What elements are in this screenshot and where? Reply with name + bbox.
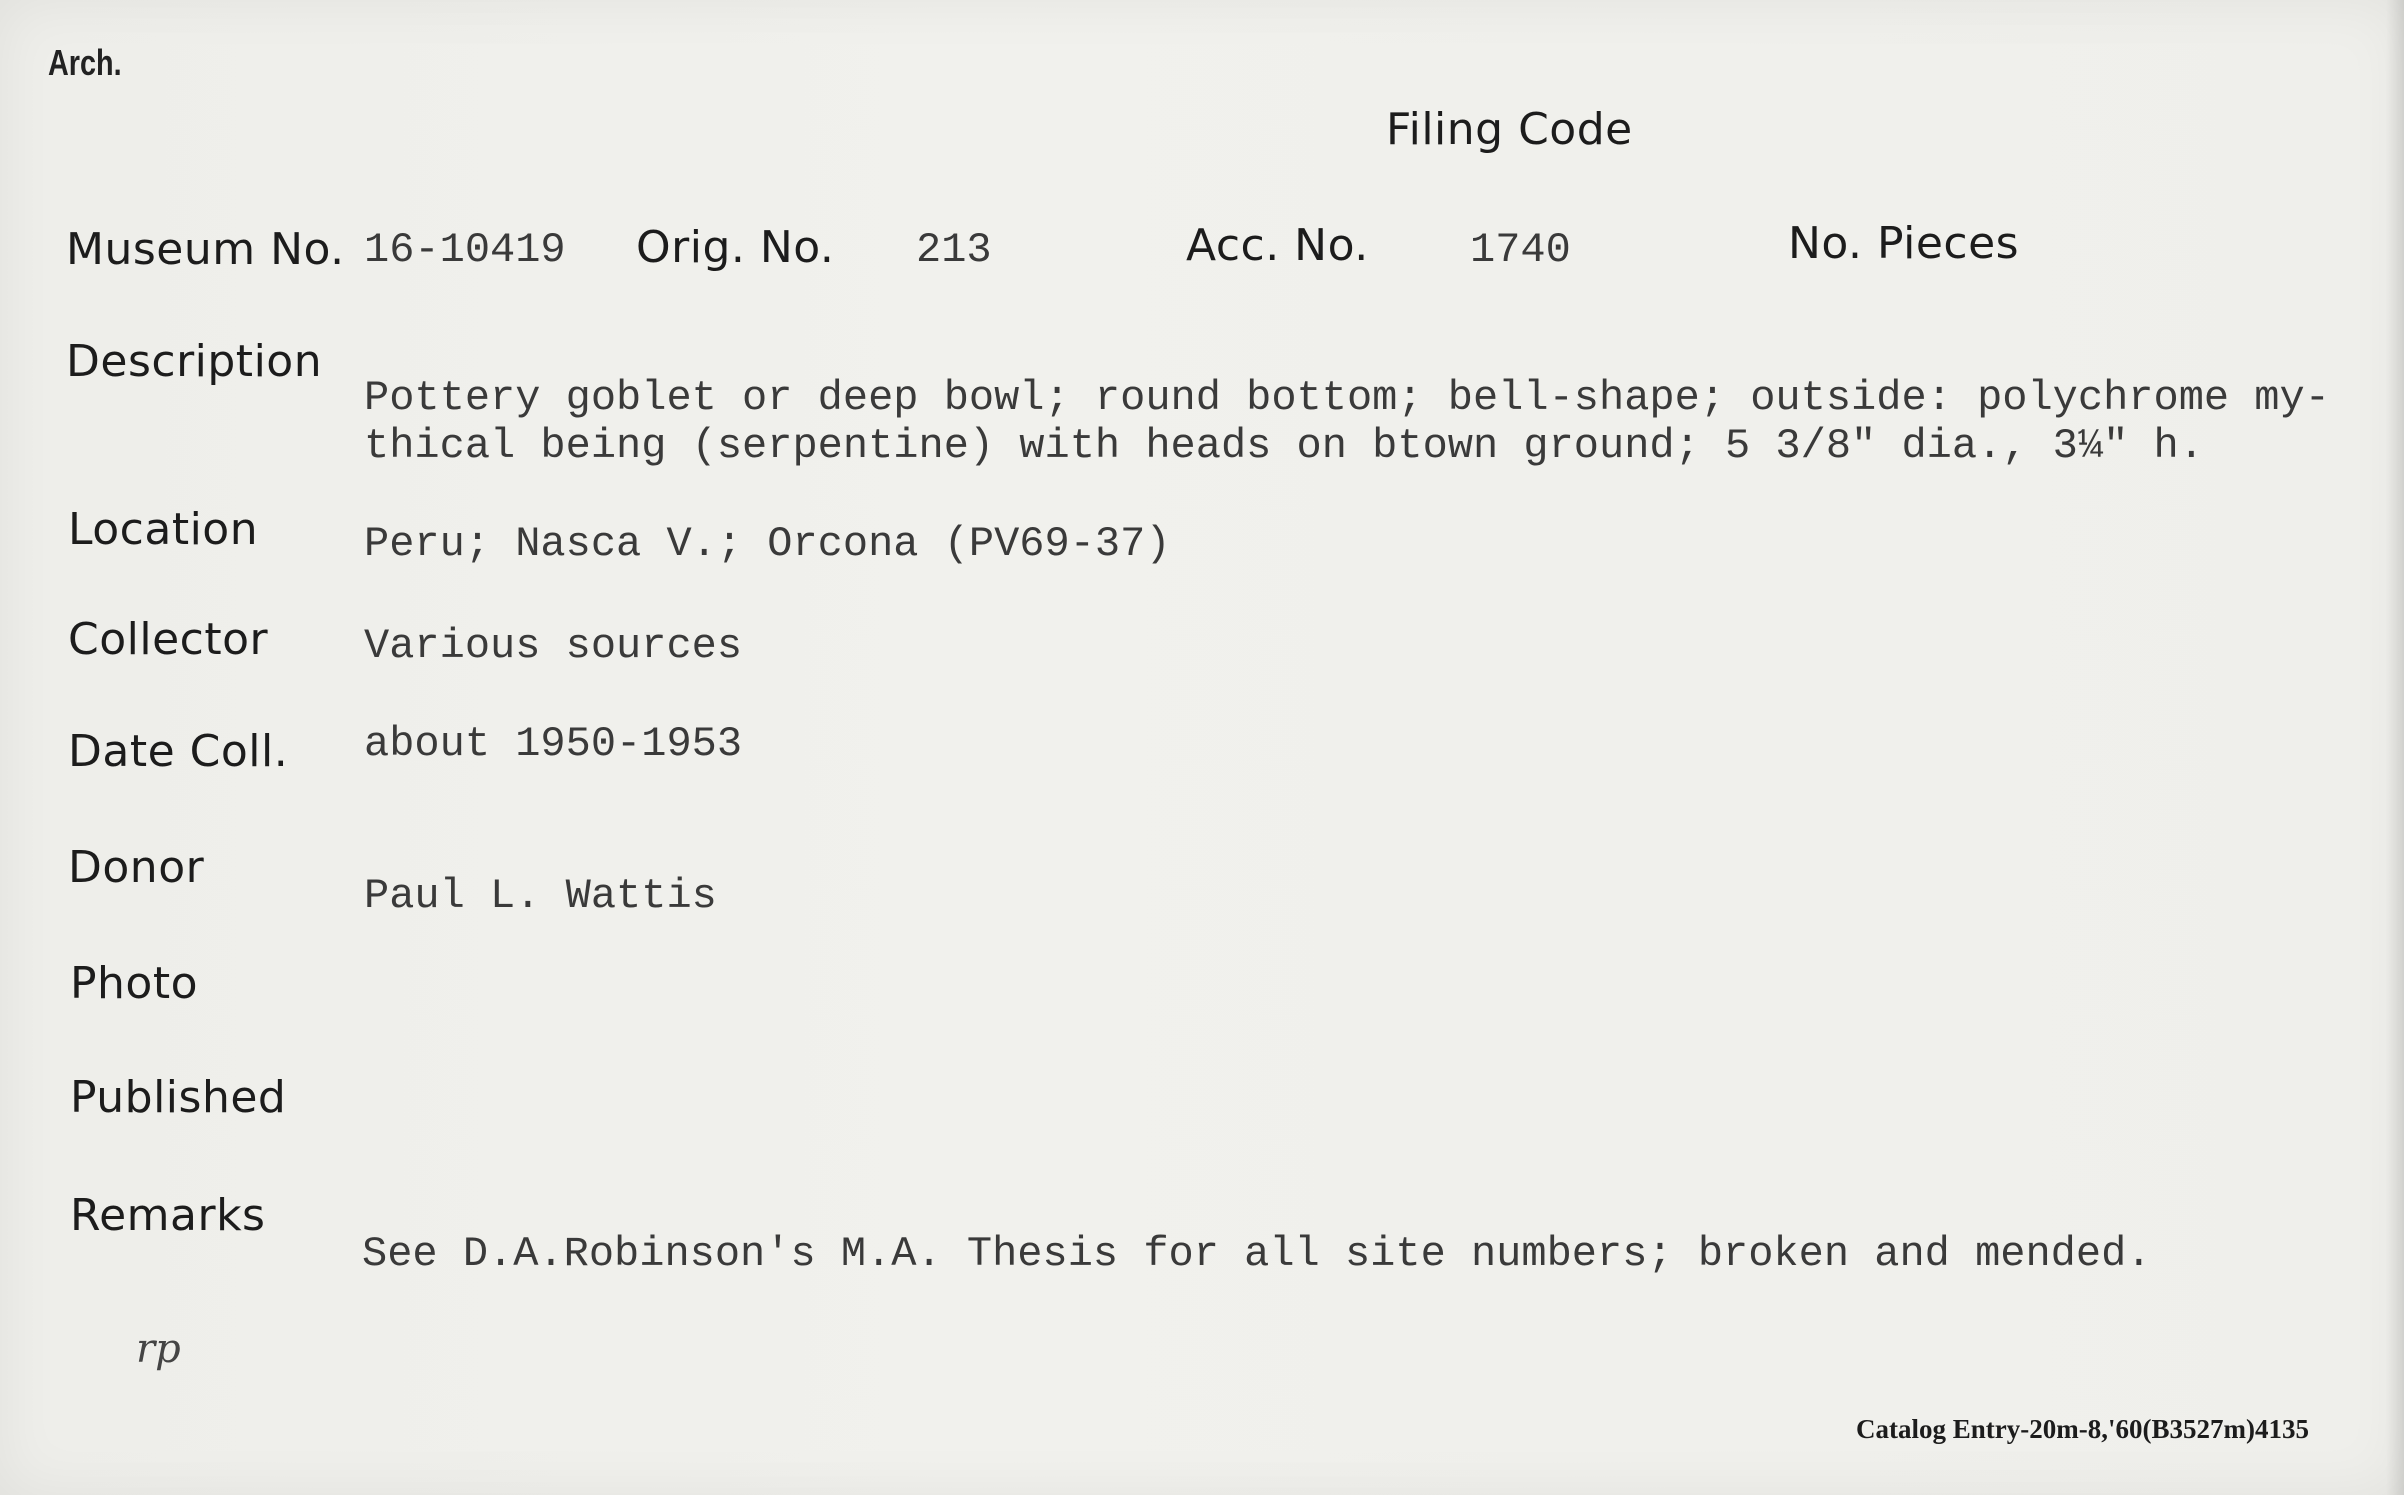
donor-label: Donor <box>68 842 205 893</box>
acc-no-label: Acc. No. <box>1186 220 1369 271</box>
collector-label: Collector <box>68 614 269 665</box>
remarks-label: Remarks <box>70 1190 266 1241</box>
photo-label: Photo <box>70 958 199 1009</box>
donor-value: Paul L. Wattis <box>364 872 717 920</box>
description-label: Description <box>66 336 323 387</box>
museum-no-label: Museum No. <box>66 224 345 275</box>
no-pieces-label: No. Pieces <box>1788 218 2020 269</box>
museum-no-value: 16-10419 <box>364 226 566 274</box>
orig-no-value: 213 <box>916 226 992 274</box>
collector-value: Various sources <box>364 622 743 670</box>
description-line-2: thical being (serpentine) with heads on btown ground; 5 3/8" dia., 3¼" h. <box>364 422 2204 470</box>
location-value: Peru; Nasca V.; Orcona (PV69-37) <box>364 520 1171 568</box>
published-label: Published <box>70 1072 287 1123</box>
acc-no-value: 1740 <box>1470 226 1571 274</box>
catalog-entry-footer: Catalog Entry-20m-8,'60(B3527m)4135 <box>1856 1414 2309 1444</box>
description-line-1: Pottery goblet or deep bowl; round bottom; bell-shape; outside: polychrome my- <box>364 374 2330 422</box>
filing-code-label: Filing Code <box>1386 104 1633 155</box>
initials: rp <box>136 1326 181 1372</box>
date-coll-value: about 1950-1953 <box>364 720 743 768</box>
location-label: Location <box>68 504 259 555</box>
orig-no-label: Orig. No. <box>636 222 835 273</box>
date-coll-label: Date Coll. <box>68 726 289 777</box>
remarks-value: See D.A.Robinson's M.A. Thesis for all site numbers; broken and mended. <box>362 1230 2152 1278</box>
arch-stamp: Arch. <box>48 42 122 83</box>
card-edge-shadow <box>2386 0 2404 1495</box>
